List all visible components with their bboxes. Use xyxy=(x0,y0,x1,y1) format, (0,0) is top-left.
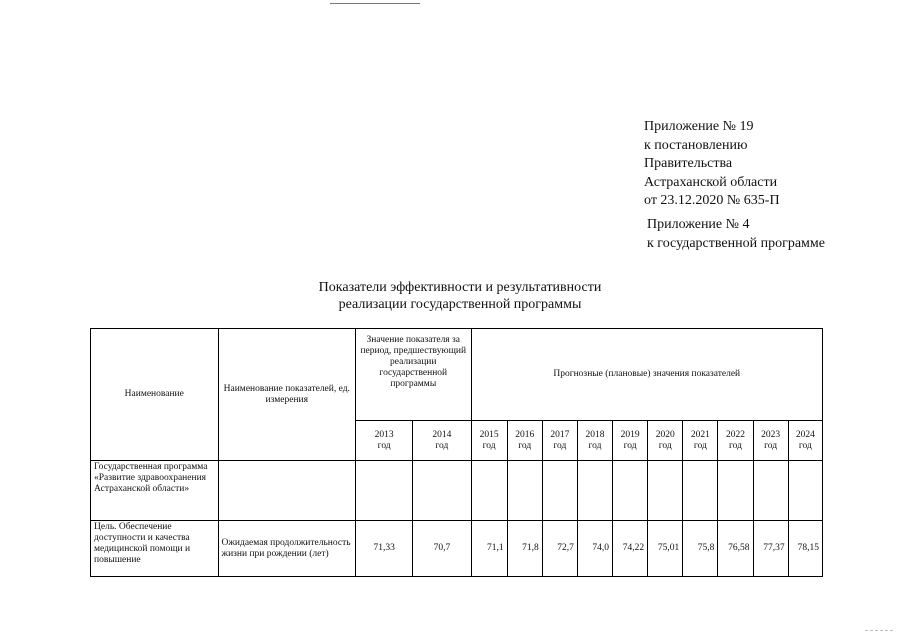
value-cell xyxy=(471,461,507,521)
table-row xyxy=(91,461,823,521)
year-value: 2023 xyxy=(761,429,781,440)
year-header-cell xyxy=(542,421,577,461)
year-header-cell xyxy=(613,421,648,461)
year-suffix: год xyxy=(658,440,672,451)
appendix-19-line: Правительства xyxy=(644,156,733,171)
value-cell: 70,7 xyxy=(413,521,471,577)
year-header-cell xyxy=(788,421,822,461)
scan-artifact-corner xyxy=(865,630,893,632)
value-cell xyxy=(788,461,822,521)
appendix-19-line: Астраханской области xyxy=(644,174,778,190)
year-suffix: год xyxy=(435,440,449,451)
year-value: 2019 xyxy=(620,429,640,440)
year-value: 2021 xyxy=(690,429,710,440)
year-suffix: год xyxy=(798,440,812,451)
value-cell xyxy=(648,461,683,521)
row-indicator-cell: Ожидаемая продолжительность жизни при рождении (лет) xyxy=(218,521,356,577)
value-cell xyxy=(577,461,612,521)
year-header-cell xyxy=(683,421,718,461)
table-row xyxy=(91,521,823,577)
year-value: 2014 xyxy=(432,429,452,440)
value-cell: 74,0 xyxy=(577,521,612,577)
value-cell xyxy=(507,461,542,521)
appendix-19-line: к постановлению xyxy=(644,137,748,153)
year-header-cell xyxy=(413,421,471,461)
year-value: 2017 xyxy=(550,429,570,440)
year-header-cell xyxy=(718,421,753,461)
header-row-main xyxy=(91,329,823,421)
value-cell xyxy=(542,461,577,521)
year-suffix: год xyxy=(377,440,391,451)
year-suffix: год xyxy=(518,440,532,451)
value-cell: 76,58 xyxy=(718,521,753,577)
value-cell: 71,33 xyxy=(356,521,413,577)
value-cell: 71,8 xyxy=(507,521,542,577)
appendix-4-line: Приложение № 4 xyxy=(647,217,750,232)
year-suffix: год xyxy=(482,440,496,451)
value-cell: 77,37 xyxy=(753,521,788,577)
year-value: 2018 xyxy=(585,429,605,440)
appendix-19-line: от 23.12.2020 № 635-П xyxy=(644,193,780,208)
value-cell: 71,1 xyxy=(471,521,507,577)
year-suffix: год xyxy=(728,440,742,451)
row-name-cell: Цель. Обеспечение доступности и качества медицинской помощи и повышение xyxy=(91,521,219,577)
year-suffix: год xyxy=(588,440,602,451)
year-value: 2015 xyxy=(479,429,499,440)
appendix-4-line: к государственной программе xyxy=(647,235,825,251)
year-header-cell xyxy=(507,421,542,461)
appendix-19-block xyxy=(644,118,780,211)
year-value: 2022 xyxy=(725,429,745,440)
value-cell: 78,15 xyxy=(788,521,822,577)
row-name-cell: Государственная программа «Развитие здравоохранения Астраханской области» xyxy=(91,461,219,521)
year-header-cell xyxy=(356,421,413,461)
year-value: 2024 xyxy=(795,429,815,440)
appendix-4-block xyxy=(647,216,825,253)
header-name: Наименование xyxy=(91,329,219,461)
year-header-cell xyxy=(577,421,612,461)
year-suffix: год xyxy=(553,440,567,451)
scan-artifact-line xyxy=(330,3,420,4)
year-suffix: год xyxy=(693,440,707,451)
row-indicator-cell xyxy=(218,461,356,521)
value-cell: 72,7 xyxy=(542,521,577,577)
indicators-table xyxy=(90,328,823,577)
year-header-cell xyxy=(471,421,507,461)
value-cell xyxy=(413,461,471,521)
value-cell xyxy=(356,461,413,521)
year-suffix: год xyxy=(623,440,637,451)
value-cell: 75,8 xyxy=(683,521,718,577)
value-cell xyxy=(753,461,788,521)
header-indicator: Наименование показателей, ед. измерения xyxy=(218,329,356,461)
value-cell: 74,22 xyxy=(613,521,648,577)
value-cell xyxy=(613,461,648,521)
header-prior-period: Значение показателя за период, предшествующий реализации государственной программы xyxy=(356,329,471,421)
header-forecast: Прогнозные (плановые) значения показателей xyxy=(471,329,823,421)
title-line-2: реализации государственной программы xyxy=(338,297,582,312)
appendix-19-line: Приложение № 19 xyxy=(644,119,754,134)
year-value: 2016 xyxy=(515,429,535,440)
year-header-cell xyxy=(753,421,788,461)
value-cell: 75,01 xyxy=(648,521,683,577)
year-header-cell xyxy=(648,421,683,461)
value-cell xyxy=(718,461,753,521)
value-cell xyxy=(683,461,718,521)
year-value: 2013 xyxy=(374,429,394,440)
year-value: 2020 xyxy=(655,429,675,440)
year-suffix: год xyxy=(764,440,778,451)
document-title xyxy=(230,279,690,313)
title-line-1: Показатели эффективности и результативности xyxy=(318,280,602,295)
